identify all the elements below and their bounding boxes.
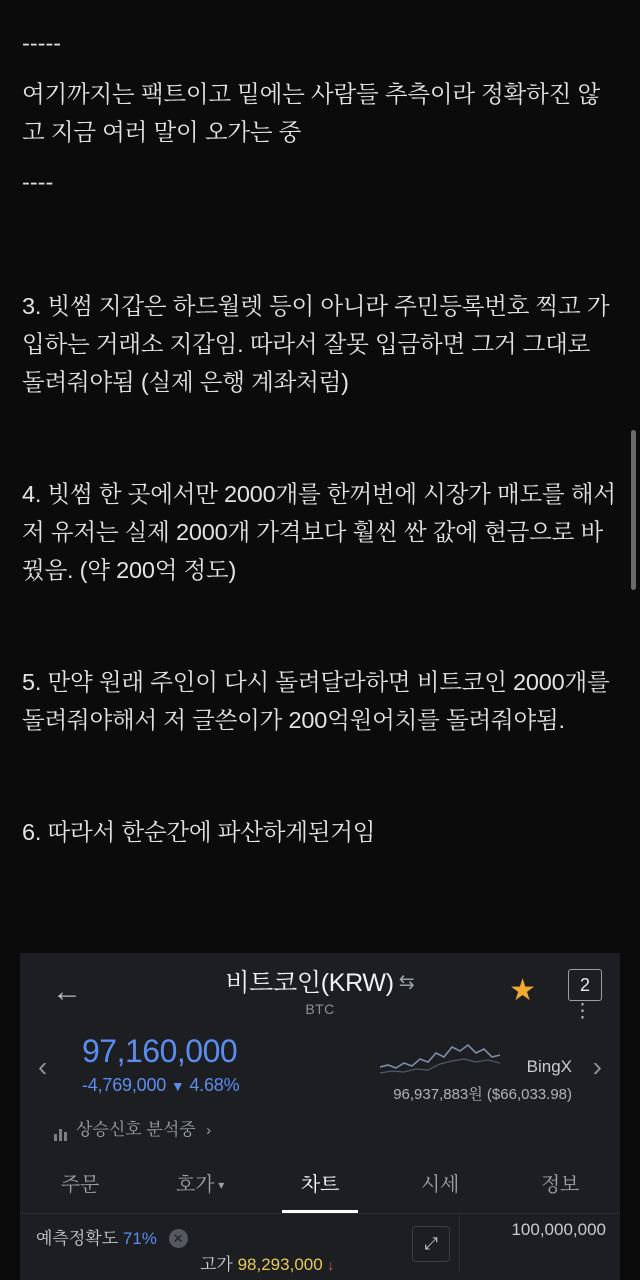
post-paragraph-5: 5. 만약 원래 주인이 다시 돌려달라하면 비트코인 2000개를 돌려줘야해서 저 글쓴이가 200억원어치를 돌려줘야됨.: [22, 669, 616, 734]
favorite-star-icon[interactable]: ★: [509, 974, 536, 1007]
price-down-arrow-icon: ▼: [170, 1078, 185, 1094]
chart-bottom-strip: [20, 1214, 620, 1272]
post-paragraph-4: 4. 빗썸 한 곳에서만 2000개를 한꺼번에 시장가 매도를 해서 저 유저는 실제 2000개 가격보다 훨씬 싼 값에 현금으로 바꿨음. (약 200억 정도): [22, 480, 623, 583]
coin-symbol: BTC: [305, 1001, 335, 1017]
overflow-menu-icon[interactable]: ⋮: [573, 1001, 592, 1022]
high-price-label: 고가: [200, 1255, 233, 1274]
reference-exchange-price: 96,937,883원 ($66,033.98): [393, 1086, 572, 1103]
fullscreen-chart-icon[interactable]: ⤢: [412, 1226, 450, 1262]
next-market-icon[interactable]: ›: [592, 1051, 602, 1082]
price-change: [82, 1075, 239, 1096]
separator-line-2: ----: [22, 169, 54, 196]
chevron-right-icon: ›: [206, 1122, 212, 1139]
swap-market-icon[interactable]: ⇆: [398, 972, 415, 993]
tab-order-label: 주문: [60, 1174, 100, 1196]
page-title: 비트코인(KRW): [225, 969, 394, 997]
post-paragraph-intro: 여기까지는 팩트이고 밑에는 사람들 추측이라 정확하진 않고 지금 여러 말이 오가는 중: [22, 81, 600, 146]
price-change-amount: -4,769,000: [82, 1075, 167, 1095]
prediction-accuracy-label: 예측정확도: [36, 1229, 119, 1248]
signal-bars-icon: [54, 1125, 70, 1141]
down-arrow-icon: ↓: [327, 1257, 335, 1273]
tab-chart-label: 차트: [300, 1174, 340, 1196]
high-price-marker: [200, 1250, 334, 1275]
separator-line: -----: [22, 30, 62, 56]
spacer: [22, 589, 618, 663]
app-header: [20, 953, 620, 1031]
prediction-accuracy-chip[interactable]: [36, 1224, 188, 1249]
post-paragraph-3: 3. 빗썸 지갑은 하드월렛 등이 아니라 주민등록번호 찍고 가입하는 거래소 지갑임. 따라서 잘못 입금하면 그거 그대로 돌려줘야됨 (실제 은행 계좌처럼): [22, 292, 610, 395]
signal-analysis-row[interactable]: [20, 1117, 620, 1157]
reference-exchange-name: BingX: [526, 1057, 572, 1076]
previous-market-icon[interactable]: ‹: [38, 1051, 48, 1082]
embedded-app-screenshot: [20, 953, 620, 1280]
spacer: [22, 401, 618, 475]
tab-info-label: 정보: [540, 1174, 580, 1196]
price-section: [20, 1031, 620, 1117]
back-arrow-icon[interactable]: ←: [52, 975, 82, 1008]
tab-order[interactable]: [20, 1157, 140, 1213]
spacer: [22, 151, 618, 165]
tab-orderbook-label: 호가: [175, 1174, 215, 1196]
page-scrollbar[interactable]: [633, 0, 638, 1280]
chevron-down-icon: ▾: [218, 1178, 225, 1192]
spacer: [22, 61, 618, 75]
tab-chart[interactable]: [260, 1157, 380, 1213]
close-icon[interactable]: ✕: [169, 1229, 188, 1248]
prediction-accuracy-value: 71%: [122, 1229, 157, 1248]
tab-bar: [20, 1157, 620, 1214]
scrollbar-thumb[interactable]: [631, 430, 636, 590]
notification-count-badge[interactable]: 2: [568, 969, 602, 1001]
tab-quotes[interactable]: [380, 1157, 500, 1213]
post-paragraph-6: 6. 따라서 한순간에 파산하게된거임: [22, 819, 376, 846]
tab-info[interactable]: [500, 1157, 620, 1213]
sparkline-chart: [380, 1037, 500, 1077]
tab-orderbook[interactable]: [140, 1157, 260, 1213]
tab-quotes-label: 시세: [420, 1174, 460, 1196]
price-axis-top-value: 100,000,000: [511, 1220, 606, 1239]
spacer: [22, 739, 618, 813]
signal-analysis-label: 상승신호 분석중: [76, 1120, 196, 1139]
spacer: [22, 201, 618, 287]
price-change-percent: 4.68%: [189, 1075, 240, 1095]
current-price: 97,160,000: [82, 1033, 238, 1069]
high-price-value: 98,293,000: [237, 1255, 323, 1274]
